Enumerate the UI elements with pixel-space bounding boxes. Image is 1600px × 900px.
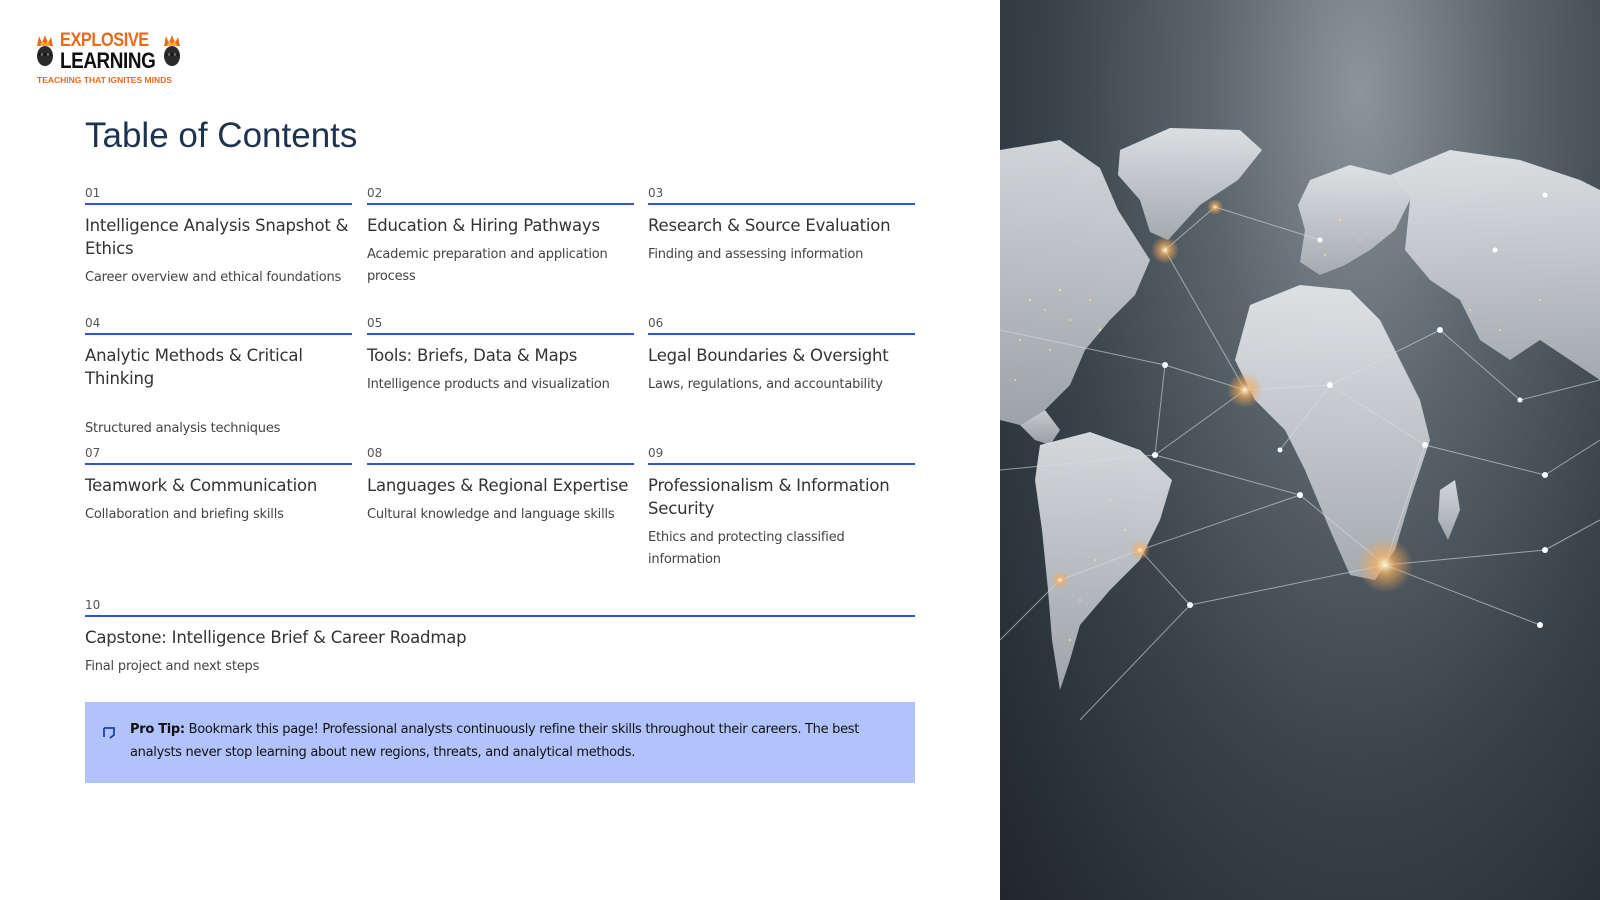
toc-item-description: Academic preparation and application process bbox=[367, 247, 608, 284]
toc-item-description: Finding and assessing information bbox=[648, 247, 864, 262]
toc-item-description: Laws, regulations, and accountability bbox=[648, 377, 883, 392]
bookmark-icon bbox=[102, 726, 116, 740]
logo-flame-face-icon bbox=[34, 34, 56, 68]
toc-item-number: 01 bbox=[85, 186, 352, 205]
toc-item-description: Career overview and ethical foundations bbox=[85, 270, 342, 285]
toc-item-number: 06 bbox=[648, 316, 915, 335]
toc-item bbox=[648, 446, 915, 571]
toc-item-description: Structured analysis techniques bbox=[85, 421, 281, 436]
page-title: Table of Contents bbox=[85, 116, 358, 155]
logo-tagline: TEACHING THAT IGNITES MINDS bbox=[37, 75, 172, 85]
explosive-learning-logo bbox=[34, 30, 184, 88]
logo-line-2: LEARNING bbox=[60, 48, 156, 73]
network-world-map bbox=[1000, 0, 1600, 900]
toc-item-number: 02 bbox=[367, 186, 634, 205]
toc-item-title: Languages & Regional Expertise bbox=[367, 476, 629, 495]
toc-item-title: Professionalism & Information Security bbox=[648, 476, 890, 518]
toc-item-title: Intelligence Analysis Snapshot & Ethics bbox=[85, 216, 349, 258]
toc-item bbox=[85, 186, 352, 289]
toc-item-title: Legal Boundaries & Oversight bbox=[648, 346, 889, 365]
pro-tip-label: Pro Tip: bbox=[130, 722, 185, 737]
logo-flame-face-icon bbox=[161, 34, 183, 68]
toc-item bbox=[367, 446, 634, 526]
toc-item bbox=[367, 186, 634, 288]
toc-item-title: Education & Hiring Pathways bbox=[367, 216, 600, 235]
toc-item-number: 05 bbox=[367, 316, 634, 335]
toc-item-number: 04 bbox=[85, 316, 352, 335]
toc-item-title: Tools: Briefs, Data & Maps bbox=[367, 346, 578, 365]
toc-item bbox=[648, 186, 915, 266]
toc-item-title: Research & Source Evaluation bbox=[648, 216, 891, 235]
toc-item-number: 07 bbox=[85, 446, 352, 465]
toc-item bbox=[85, 446, 352, 526]
pro-tip-text bbox=[130, 719, 901, 764]
toc-item-number: 10 bbox=[85, 598, 915, 617]
pro-tip-body: Bookmark this page! Professional analysts continuously refine their skills throughout their careers. The best analysts never stop learning about new regions, threats, and analytical methods. bbox=[130, 722, 860, 760]
toc-item-description: Collaboration and briefing skills bbox=[85, 507, 284, 522]
toc-item-number: 08 bbox=[367, 446, 634, 465]
toc-item-description: Intelligence products and visualization bbox=[367, 377, 610, 392]
logo-line-1: EXPLOSIVE bbox=[60, 30, 149, 51]
toc-item bbox=[85, 316, 352, 440]
pro-tip-callout bbox=[85, 702, 915, 783]
toc-item-description: Ethics and protecting classified information bbox=[648, 530, 845, 567]
toc-item bbox=[367, 316, 634, 396]
toc-item-title: Analytic Methods & Critical Thinking bbox=[85, 346, 303, 388]
toc-item-number: 03 bbox=[648, 186, 915, 205]
toc-item-description: Cultural knowledge and language skills bbox=[367, 507, 615, 522]
toc-item-title: Teamwork & Communication bbox=[85, 476, 318, 495]
toc-item bbox=[648, 316, 915, 396]
toc-item-description: Final project and next steps bbox=[85, 659, 260, 674]
toc-item bbox=[85, 598, 915, 678]
toc-item-number: 09 bbox=[648, 446, 915, 465]
toc-item-title: Capstone: Intelligence Brief & Career Roadmap bbox=[85, 628, 467, 647]
world-map-image bbox=[1000, 0, 1600, 900]
